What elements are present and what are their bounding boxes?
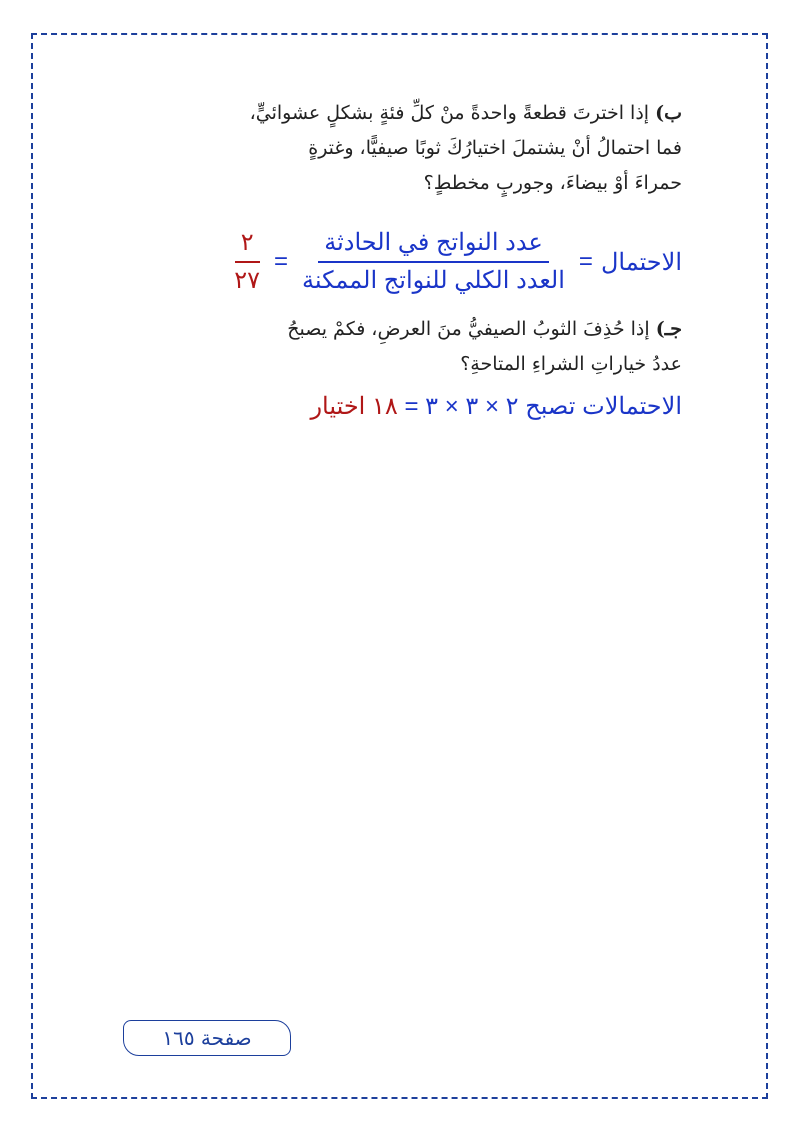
formula-denominator: العدد الكلي للنواتج الممكنة: [302, 267, 565, 294]
question-c-label: جـ): [655, 318, 682, 340]
answer-expression: الاحتمالات تصبح ٢ × ٣ × ٣ =: [397, 393, 682, 420]
question-b-label: ب): [655, 102, 682, 124]
answer-c: [310, 392, 682, 421]
equals-sign-1: =: [578, 248, 593, 275]
formula-numerator: عدد النواتج في الحادثة: [318, 225, 549, 263]
result-numerator: ٢: [235, 225, 260, 263]
question-c: [222, 312, 682, 382]
probability-label: الاحتمال: [600, 248, 682, 276]
question-c-line-2: عددُ خياراتِ الشراءِ المتاحةِ؟: [460, 353, 682, 375]
question-b-line-3: حمراءَ أوْ بيضاءَ، وجوربٍ مخططٍ؟: [423, 172, 682, 194]
formula-fraction: [296, 225, 571, 299]
result-denominator: ٢٧: [234, 267, 261, 294]
page-number-badge: [123, 1020, 291, 1056]
question-b: [222, 96, 682, 201]
result-fraction: [228, 225, 266, 299]
equals-sign-2: =: [274, 248, 289, 275]
probability-formula: [228, 222, 682, 302]
question-c-line-1: جـ) إذا حُذِفَ الثوبُ الصيفيُّ منَ العرضِ، فكمْ يصبحُ: [287, 318, 682, 340]
answer-result: ١٨ اختيار: [310, 393, 398, 420]
question-b-line-2: فما احتمالُ أنْ يشتملَ اختيارُكَ ثوبًا صيفيًّا، وغترةٍ: [308, 137, 682, 159]
question-b-line-1: ب) إذا اخترتَ قطعةً واحدةً منْ كلِّ فئةٍ بشكلٍ عشوائيٍّ،: [249, 102, 682, 124]
page-number-label: صفحة ١٦٥: [162, 1026, 252, 1050]
